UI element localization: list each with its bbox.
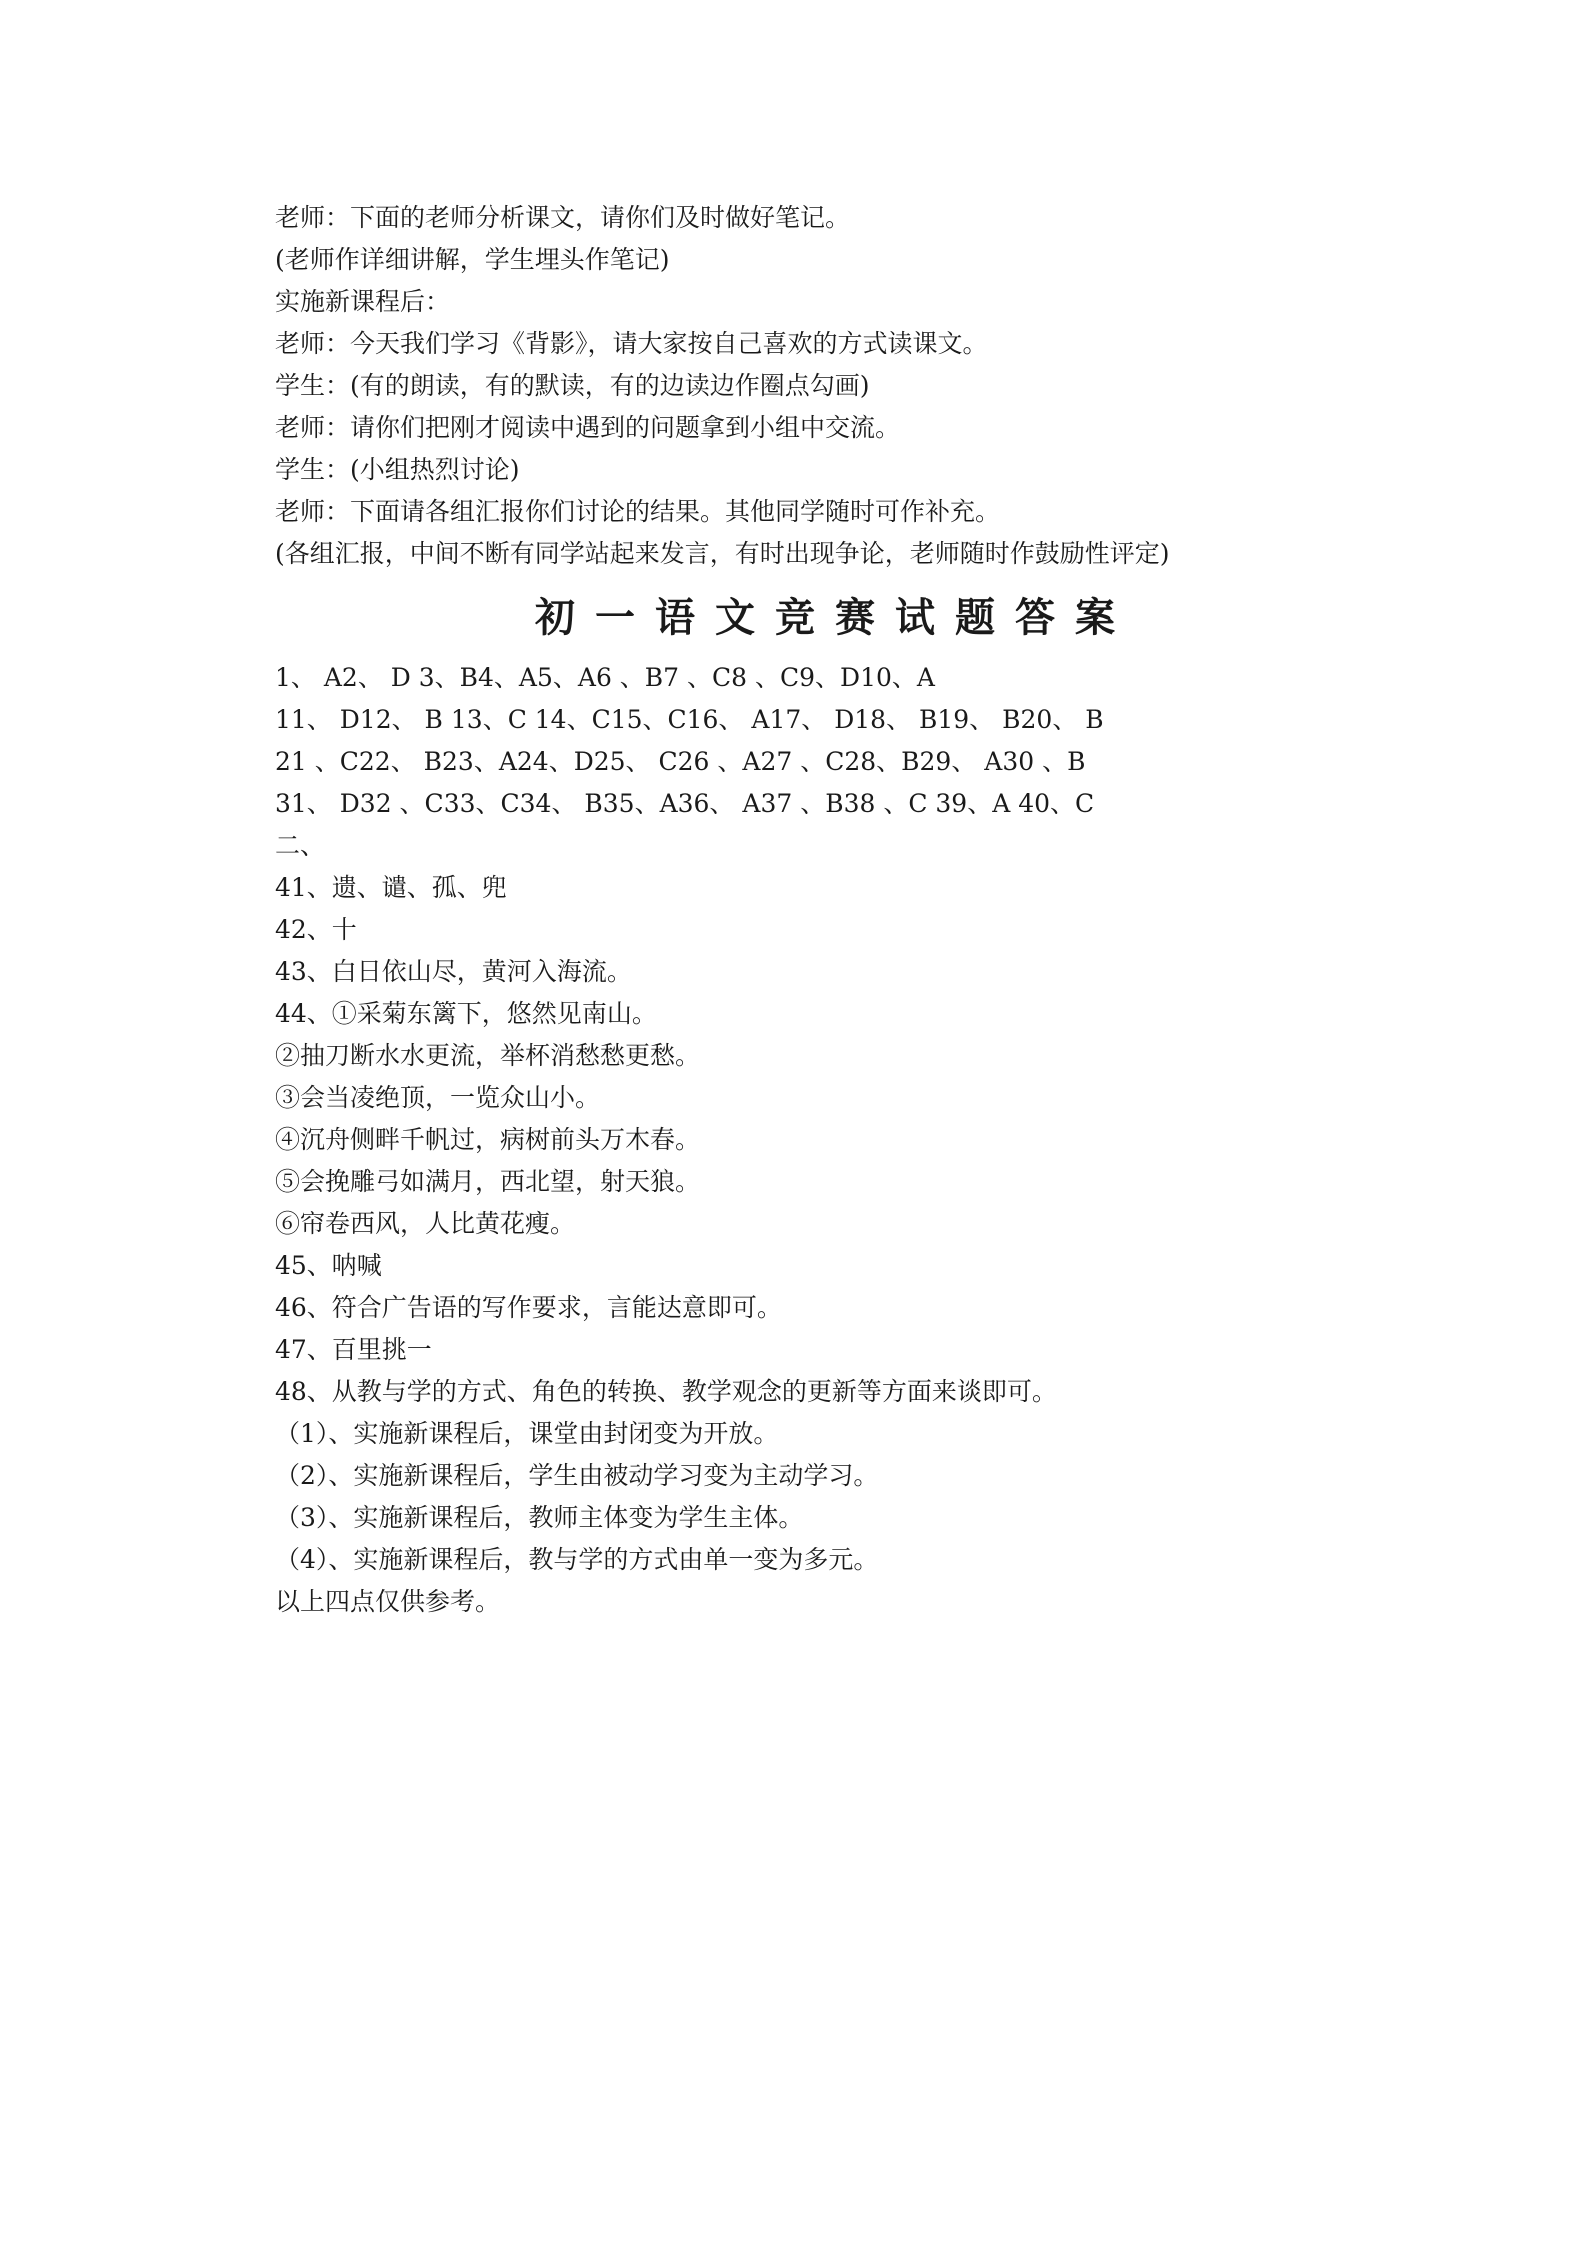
answers-title: 初一语文竞赛试题答案 — [535, 595, 1135, 641]
dialogue-line: 实施新课程后： — [275, 287, 451, 316]
closing-note: 以上四点仅供参考。 — [275, 1587, 501, 1616]
answer-line: 21 、C22、 B23、A24、D25、 C26 、A27 、C28、B29、 A30 、B — [275, 747, 1086, 776]
answer-line: 47、百里挑一 — [275, 1335, 432, 1364]
answer-line: ⑥帘卷西风，人比黄花瘦。 — [275, 1209, 576, 1238]
dialogue-line: 学生：(有的朗读，有的默读，有的边读边作圈点勾画) — [275, 371, 870, 400]
answer-line: 48、从教与学的方式、角色的转换、教学观念的更新等方面来谈即可。 — [275, 1377, 1057, 1406]
answer-line: （3）、实施新课程后，教师主体变为学生主体。 — [275, 1503, 804, 1532]
answer-line: 1、 A2、 D 3、B4、A5、A6 、B7 、C8 、C9、D10、A — [275, 663, 935, 692]
dialogue-line: 老师：今天我们学习《背影》，请大家按自己喜欢的方式读课文。 — [275, 329, 988, 358]
answer-line: ⑤会挽雕弓如满月，西北望，射天狼。 — [275, 1167, 701, 1196]
answer-line: （4）、实施新课程后，教与学的方式由单一变为多元。 — [275, 1545, 879, 1574]
answer-line: 45、呐喊 — [275, 1251, 382, 1280]
answer-line: 42、十 — [275, 915, 357, 944]
answer-line: （1）、实施新课程后，课堂由封闭变为开放。 — [275, 1419, 779, 1448]
section-heading: 二、 — [275, 831, 326, 860]
answer-line: 11、 D12、 B 13、C 14、C15、C16、 A17、 D18、 B19、 B20、 B — [275, 705, 1104, 734]
dialogue-section — [275, 197, 1355, 575]
answers-section — [275, 657, 1355, 1623]
dialogue-line: 老师：请你们把刚才阅读中遇到的问题拿到小组中交流。 — [275, 413, 901, 442]
answer-line: 41、遗、谴、孤、兜 — [275, 873, 507, 902]
answer-line: 31、 D32 、C33、C34、 B35、A36、 A37 、B38 、C 39、A 40、C — [275, 789, 1095, 818]
dialogue-line: (各组汇报，中间不断有同学站起来发言，有时出现争论，老师随时作鼓励性评定) — [275, 539, 1170, 568]
dialogue-line: 学生：(小组热烈讨论) — [275, 455, 520, 484]
answer-line: 46、符合广告语的写作要求，言能达意即可。 — [275, 1293, 782, 1322]
answer-line: （2）、实施新课程后，学生由被动学习变为主动学习。 — [275, 1461, 879, 1490]
answer-line: ④沉舟侧畔千帆过，病树前头万木春。 — [275, 1125, 701, 1154]
answer-line: ②抽刀断水水更流，举杯消愁愁更愁。 — [275, 1041, 701, 1070]
document-page — [275, 197, 1355, 1623]
answer-line: ③会当凌绝顶，一览众山小。 — [275, 1083, 601, 1112]
answer-line: 43、白日依山尽，黄河入海流。 — [275, 957, 632, 986]
dialogue-line: 老师：下面请各组汇报你们讨论的结果。其他同学随时可作补充。 — [275, 497, 1001, 526]
dialogue-line: (老师作详细讲解，学生埋头作笔记) — [275, 245, 670, 274]
dialogue-line: 老师：下面的老师分析课文，请你们及时做好笔记。 — [275, 203, 851, 232]
answer-line: 44、①采菊东篱下，悠然见南山。 — [275, 999, 657, 1028]
